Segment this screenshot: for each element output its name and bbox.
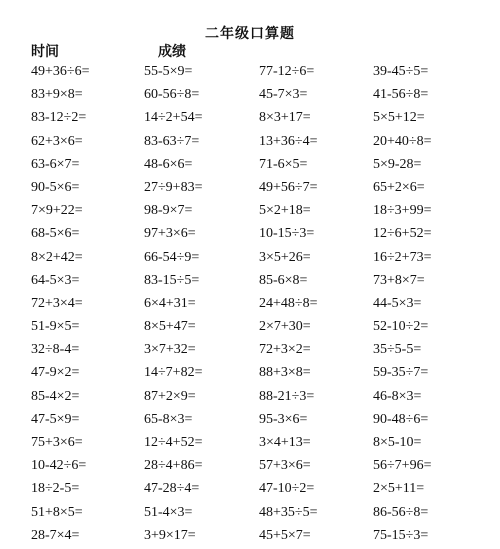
problem-cell: 3×7+32= xyxy=(144,342,196,358)
time-label: 时间 xyxy=(31,45,59,60)
problem-cell: 64-5×3= xyxy=(31,272,80,288)
problem-cell: 72+3×4= xyxy=(31,295,83,311)
problem-cell: 5×9-28= xyxy=(373,156,422,172)
problem-cell: 2×7+30= xyxy=(259,319,311,335)
problem-cell: 86-56÷8= xyxy=(373,504,429,520)
problem-cell: 72+3×2= xyxy=(259,342,311,358)
problem-cell: 68-5×6= xyxy=(31,226,80,242)
problem-cell: 44-5×3= xyxy=(373,295,422,311)
problem-cell: 63-6×7= xyxy=(31,156,80,172)
problem-cell: 85-4×2= xyxy=(31,388,80,404)
problem-cell: 47-28÷4= xyxy=(144,481,200,497)
problem-cell: 8×5+47= xyxy=(144,319,196,335)
problem-cell: 24+48÷8= xyxy=(259,295,318,311)
problem-cell: 47-5×9= xyxy=(31,411,80,427)
problem-row xyxy=(0,317,500,340)
problem-cell: 10-42÷6= xyxy=(31,458,87,474)
problem-row xyxy=(0,340,500,363)
problem-row xyxy=(0,224,500,247)
problem-cell: 45+5×7= xyxy=(259,527,311,543)
problem-cell: 75+3×6= xyxy=(31,435,83,450)
problem-cell: 49+36÷6= xyxy=(31,64,90,79)
problem-cell: 83-12÷2= xyxy=(31,110,87,126)
problem-cell: 2×5+11= xyxy=(373,481,425,497)
problem-cell: 75-15÷3= xyxy=(373,527,429,543)
problem-cell: 87+2×9= xyxy=(144,388,196,404)
problem-cell: 3×5+26= xyxy=(259,249,311,265)
problem-row xyxy=(0,526,500,549)
problem-cell: 55-5×9= xyxy=(144,64,193,79)
problem-cell: 98-9×7= xyxy=(144,203,193,219)
problem-cell: 16÷2+73= xyxy=(373,249,432,265)
problem-cell: 49+56÷7= xyxy=(259,179,318,195)
problem-cell: 65+2×6= xyxy=(373,179,425,195)
problem-cell: 85-6×8= xyxy=(259,272,308,288)
problem-cell: 88+3×8= xyxy=(259,365,311,381)
problem-cell: 48-6×6= xyxy=(144,156,193,172)
problem-cell: 66-54÷9= xyxy=(144,249,200,265)
problem-cell: 8×3+17= xyxy=(259,110,311,126)
problem-cell: 62+3×6= xyxy=(31,133,83,149)
problem-cell: 46-8×3= xyxy=(373,388,422,404)
problem-cell: 8×5-10= xyxy=(373,435,422,450)
problem-cell: 14÷2+54= xyxy=(144,110,203,126)
problem-cell: 12÷6+52= xyxy=(373,226,432,242)
problem-cell: 5×5+12= xyxy=(373,110,425,126)
problem-cell: 90-5×6= xyxy=(31,179,80,195)
problem-row xyxy=(0,387,500,410)
problem-row xyxy=(0,363,500,386)
problem-cell: 3×4+13= xyxy=(259,435,311,450)
problem-cell: 28-7×4= xyxy=(31,527,80,543)
problem-cell: 83+9×8= xyxy=(31,87,83,103)
problem-grid xyxy=(0,62,500,549)
problem-row xyxy=(0,479,500,502)
problem-row xyxy=(0,271,500,294)
problem-cell: 35÷5-5= xyxy=(373,342,422,358)
problem-cell: 20+40÷8= xyxy=(373,133,432,149)
problem-row xyxy=(0,456,500,479)
problem-cell: 65-8×3= xyxy=(144,411,193,427)
problem-cell: 47-10÷2= xyxy=(259,481,315,497)
problem-cell: 8×2+42= xyxy=(31,249,83,265)
problem-cell: 28÷4+86= xyxy=(144,458,203,474)
problem-row xyxy=(0,433,500,456)
problem-cell: 97+3×6= xyxy=(144,226,196,242)
problem-row xyxy=(0,503,500,526)
problem-row xyxy=(0,85,500,108)
problem-cell: 73+8×7= xyxy=(373,272,425,288)
problem-cell: 77-12÷6= xyxy=(259,64,315,79)
problem-cell: 90-48÷6= xyxy=(373,411,429,427)
problem-cell: 71-6×5= xyxy=(259,156,308,172)
problem-cell: 95-3×6= xyxy=(259,411,308,427)
problem-row xyxy=(0,155,500,178)
problem-cell: 52-10÷2= xyxy=(373,319,429,335)
problem-cell: 51-4×3= xyxy=(144,504,193,520)
problem-row xyxy=(0,248,500,271)
problem-row xyxy=(0,410,500,433)
problem-cell: 59-35÷7= xyxy=(373,365,429,381)
problem-cell: 13+36÷4= xyxy=(259,133,318,149)
problem-row xyxy=(0,62,500,85)
problem-cell: 88-21÷3= xyxy=(259,388,315,404)
problem-cell: 60-56÷8= xyxy=(144,87,200,103)
problem-cell: 51+8×5= xyxy=(31,504,83,520)
problem-row xyxy=(0,201,500,224)
problem-cell: 7×9+22= xyxy=(31,203,83,219)
problem-cell: 45-7×3= xyxy=(259,87,308,103)
problem-cell: 51-9×5= xyxy=(31,319,80,335)
problem-row xyxy=(0,294,500,317)
problem-cell: 6×4+31= xyxy=(144,295,196,311)
problem-cell: 3+9×17= xyxy=(144,527,196,543)
page-title: 二年级口算题 xyxy=(205,27,295,42)
problem-cell: 83-15÷5= xyxy=(144,272,200,288)
problem-cell: 27÷9+83= xyxy=(144,179,203,195)
problem-cell: 14÷7+82= xyxy=(144,365,203,381)
problem-cell: 12÷4+52= xyxy=(144,435,203,450)
problem-cell: 18÷2-5= xyxy=(31,481,80,497)
problem-cell: 83-63÷7= xyxy=(144,133,200,149)
score-label: 成绩 xyxy=(158,45,186,60)
problem-cell: 39-45÷5= xyxy=(373,64,429,79)
problem-row xyxy=(0,178,500,201)
problem-cell: 18÷3+99= xyxy=(373,203,432,219)
problem-cell: 10-15÷3= xyxy=(259,226,315,242)
problem-cell: 5×2+18= xyxy=(259,203,311,219)
problem-cell: 56÷7+96= xyxy=(373,458,432,474)
problem-cell: 48+35÷5= xyxy=(259,504,318,520)
problem-cell: 47-9×2= xyxy=(31,365,80,381)
problem-row xyxy=(0,108,500,131)
problem-cell: 32÷8-4= xyxy=(31,342,80,358)
problem-cell: 57+3×6= xyxy=(259,458,311,474)
problem-cell: 41-56÷8= xyxy=(373,87,429,103)
problem-row xyxy=(0,132,500,155)
